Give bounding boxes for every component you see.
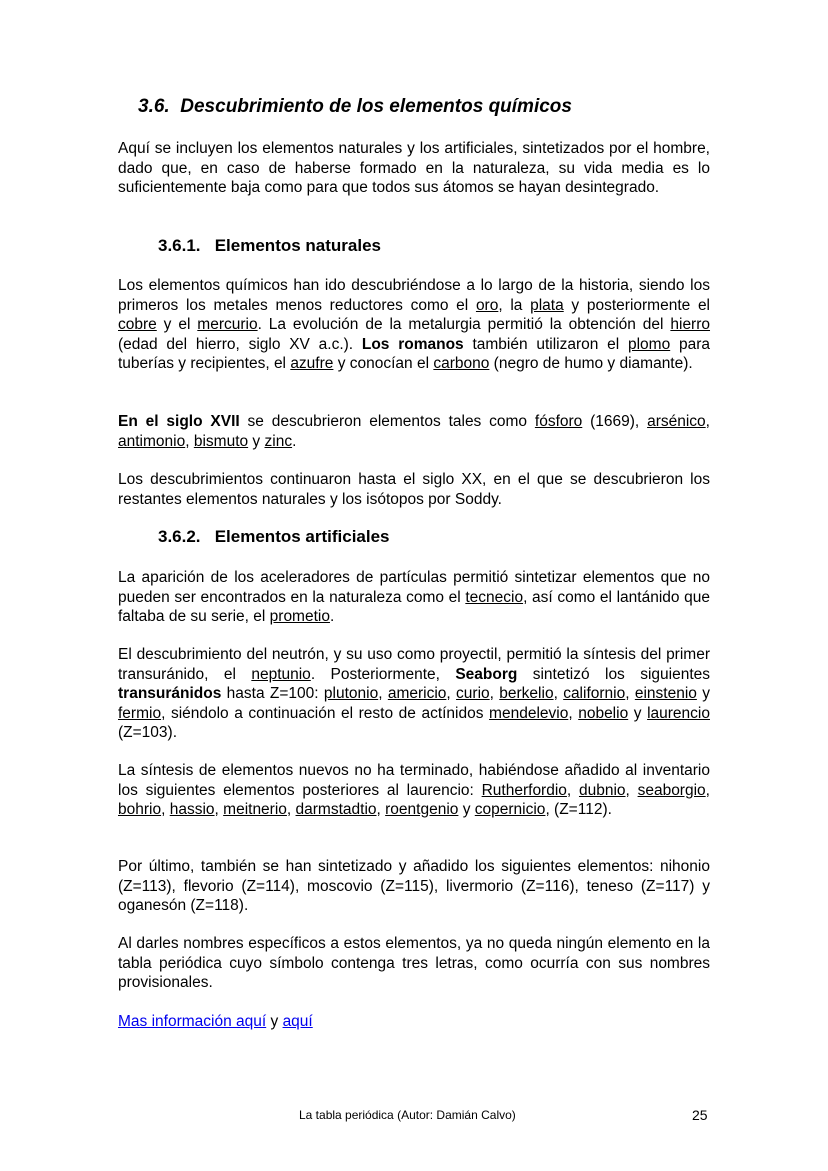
text: y el: [156, 316, 198, 333]
subsection-title: Elementos naturales: [214, 236, 381, 255]
element-fosforo: fósforo: [534, 413, 583, 430]
element-darmstadtio: darmstadtio: [295, 801, 377, 818]
element-berkelio: berkelio: [499, 685, 554, 702]
element-dubnio: dubnio: [578, 781, 626, 799]
text: ,: [446, 685, 457, 702]
artificial-paragraph-2: [118, 645, 710, 743]
element-americio: americio: [387, 685, 447, 702]
element-azufre: azufre: [290, 355, 334, 372]
text: ,: [568, 704, 579, 722]
subsection-title: Elementos artificiales: [214, 527, 390, 546]
text: y posteriormente el: [563, 296, 711, 314]
artificial-paragraph-3: [118, 761, 710, 820]
text: ,: [376, 801, 386, 818]
text: y: [248, 432, 265, 450]
text: hasta Z=100:: [221, 685, 324, 702]
subsection-number: 3.6.2.: [158, 527, 201, 546]
element-oro: oro: [475, 296, 499, 314]
natural-paragraph-1: [118, 276, 710, 374]
element-cobre: cobre: [118, 316, 157, 333]
text: . Posteriormente,: [310, 665, 456, 683]
element-laurencio: laurencio: [647, 704, 710, 722]
text: , así como el lantánido que faltaba de su serie, el: [118, 588, 711, 625]
text: ,: [185, 432, 194, 450]
text: ,: [625, 685, 635, 702]
element-plutonio: plutonio: [323, 685, 379, 702]
element-nobelio: nobelio: [578, 704, 629, 722]
text: y: [696, 685, 710, 702]
element-prometio: prometio: [269, 608, 330, 625]
intro-paragraph: Aquí se incluyen los elementos naturales y los artificiales, sintetizados por el hombre, dado que, en caso de haberse formado en la naturaleza, su vida media es lo suficientemente baja como para que todos sus átomos se hayan desintegrado.: [118, 140, 710, 196]
text: , la: [498, 296, 531, 314]
page-number: 25: [692, 1107, 708, 1123]
element-einstenio: einstenio: [634, 685, 697, 702]
text: . La evolución de la metalurgia permitió la obtención del: [257, 316, 671, 333]
text: El descubrimiento del neutrón, y su uso como proyectil, permitió la síntesis del primer transuránido, el: [118, 646, 710, 683]
aqui-link[interactable]: aquí: [282, 1013, 313, 1030]
bold-transuranidos: transuránidos: [118, 685, 222, 702]
element-seaborgio: seaborgio: [637, 781, 706, 799]
element-fermio: fermio: [118, 704, 162, 722]
text: .: [329, 608, 335, 625]
text: (Z=103).: [118, 724, 178, 741]
text: Los elementos químicos han ido descubriéndose a lo largo de la historia, siendo los primeros los metales menos reductores como el: [118, 277, 710, 314]
text: ,: [161, 801, 170, 818]
element-antimonio: antimonio: [118, 432, 186, 450]
bold-romanos: Los romanos: [361, 335, 464, 353]
element-bismuto: bismuto: [193, 432, 249, 450]
element-hassio: hassio: [169, 801, 215, 818]
element-zinc: zinc: [264, 432, 293, 450]
element-neptunio: neptunio: [251, 665, 311, 683]
element-curio: curio: [456, 685, 490, 702]
text: ,: [566, 781, 579, 799]
element-hierro: hierro: [670, 316, 711, 333]
text: (edad del hierro, siglo XV a.c.).: [118, 335, 362, 353]
text: ,: [705, 781, 710, 799]
section-heading: [138, 96, 572, 118]
more-info-link[interactable]: Mas información aquí: [118, 1013, 267, 1030]
text: (negro de humo y diamante).: [489, 355, 693, 372]
text: y: [458, 801, 475, 818]
element-plomo: plomo: [627, 335, 671, 353]
text: , siéndolo a continuación el resto de actínidos: [161, 704, 490, 722]
element-mendelevio: mendelevio: [489, 704, 569, 722]
text: , (Z=112).: [545, 801, 612, 818]
footer-text: La tabla periódica (Autor: Damián Calvo): [299, 1108, 516, 1122]
subsection-number: 3.6.1.: [158, 236, 201, 255]
text: y: [628, 704, 648, 722]
text: y: [266, 1013, 283, 1030]
text: La aparición de los aceleradores de partículas permitió sintetizar elementos que no pueden ser encontrados en la naturaleza como el: [118, 569, 710, 606]
element-tecnecio: tecnecio: [465, 588, 524, 606]
subsection-heading-natural: [158, 236, 381, 256]
element-californio: californio: [563, 685, 626, 702]
element-rutherfordio: Rutherfordio: [481, 781, 567, 799]
text: ,: [489, 685, 500, 702]
element-meitnerio: meitnerio: [223, 801, 287, 818]
artificial-paragraph-1: [118, 568, 710, 627]
text: ,: [625, 781, 638, 799]
text: .: [292, 432, 297, 450]
element-arsenico: arsénico: [647, 413, 706, 430]
text: La síntesis de elementos nuevos no ha terminado, habiéndose añadido al inventario los siguientes elementos posteriores al laurencio:: [118, 762, 710, 799]
text: para tuberías y recipientes, el: [118, 335, 710, 372]
artificial-paragraph-4: Por último, también se han sintetizado y añadido los siguientes elementos: nihonio (Z=113), flevorio (Z=114), moscovio (Z=115), livermorio (Z=116), teneso (Z=117) y oganesón (Z=118).: [118, 858, 710, 914]
text: se descubrieron elementos tales como: [239, 413, 535, 430]
natural-paragraph-3: Los descubrimientos continuaron hasta el siglo XX, en el que se descubrieron los restantes elementos naturales y los isótopos por Soddy.: [118, 471, 710, 508]
natural-paragraph-2: [118, 412, 710, 451]
more-info-line: [118, 1012, 710, 1032]
text: ,: [214, 801, 224, 818]
element-roentgenio: roentgenio: [385, 801, 459, 818]
text: (1669),: [582, 413, 648, 430]
text: ,: [286, 801, 296, 818]
text: sintetizó los siguientes: [517, 665, 711, 683]
element-mercurio: mercurio: [197, 316, 258, 333]
element-plata: plata: [530, 296, 564, 314]
text: y conocían el: [333, 355, 434, 372]
artificial-paragraph-5: Al darles nombres específicos a estos elementos, ya no queda ningún elemento en la tabla periódica cuyo símbolo contenga tres letras, como ocurría con sus nombres provisionales.: [118, 935, 710, 991]
text: ,: [378, 685, 388, 702]
element-bohrio: bohrio: [118, 801, 162, 818]
section-number: 3.6.: [138, 96, 170, 117]
section-title: Descubrimiento de los elementos químicos: [180, 96, 572, 117]
text: también utilizaron el: [463, 335, 628, 353]
subsection-heading-artificial: [158, 527, 390, 547]
bold-seaborg: Seaborg: [455, 665, 518, 683]
element-carbono: carbono: [433, 355, 490, 372]
bold-siglo: En el siglo XVII: [118, 413, 240, 430]
text: ,: [705, 413, 710, 430]
element-copernicio: copernicio: [474, 801, 546, 818]
text: ,: [553, 685, 564, 702]
